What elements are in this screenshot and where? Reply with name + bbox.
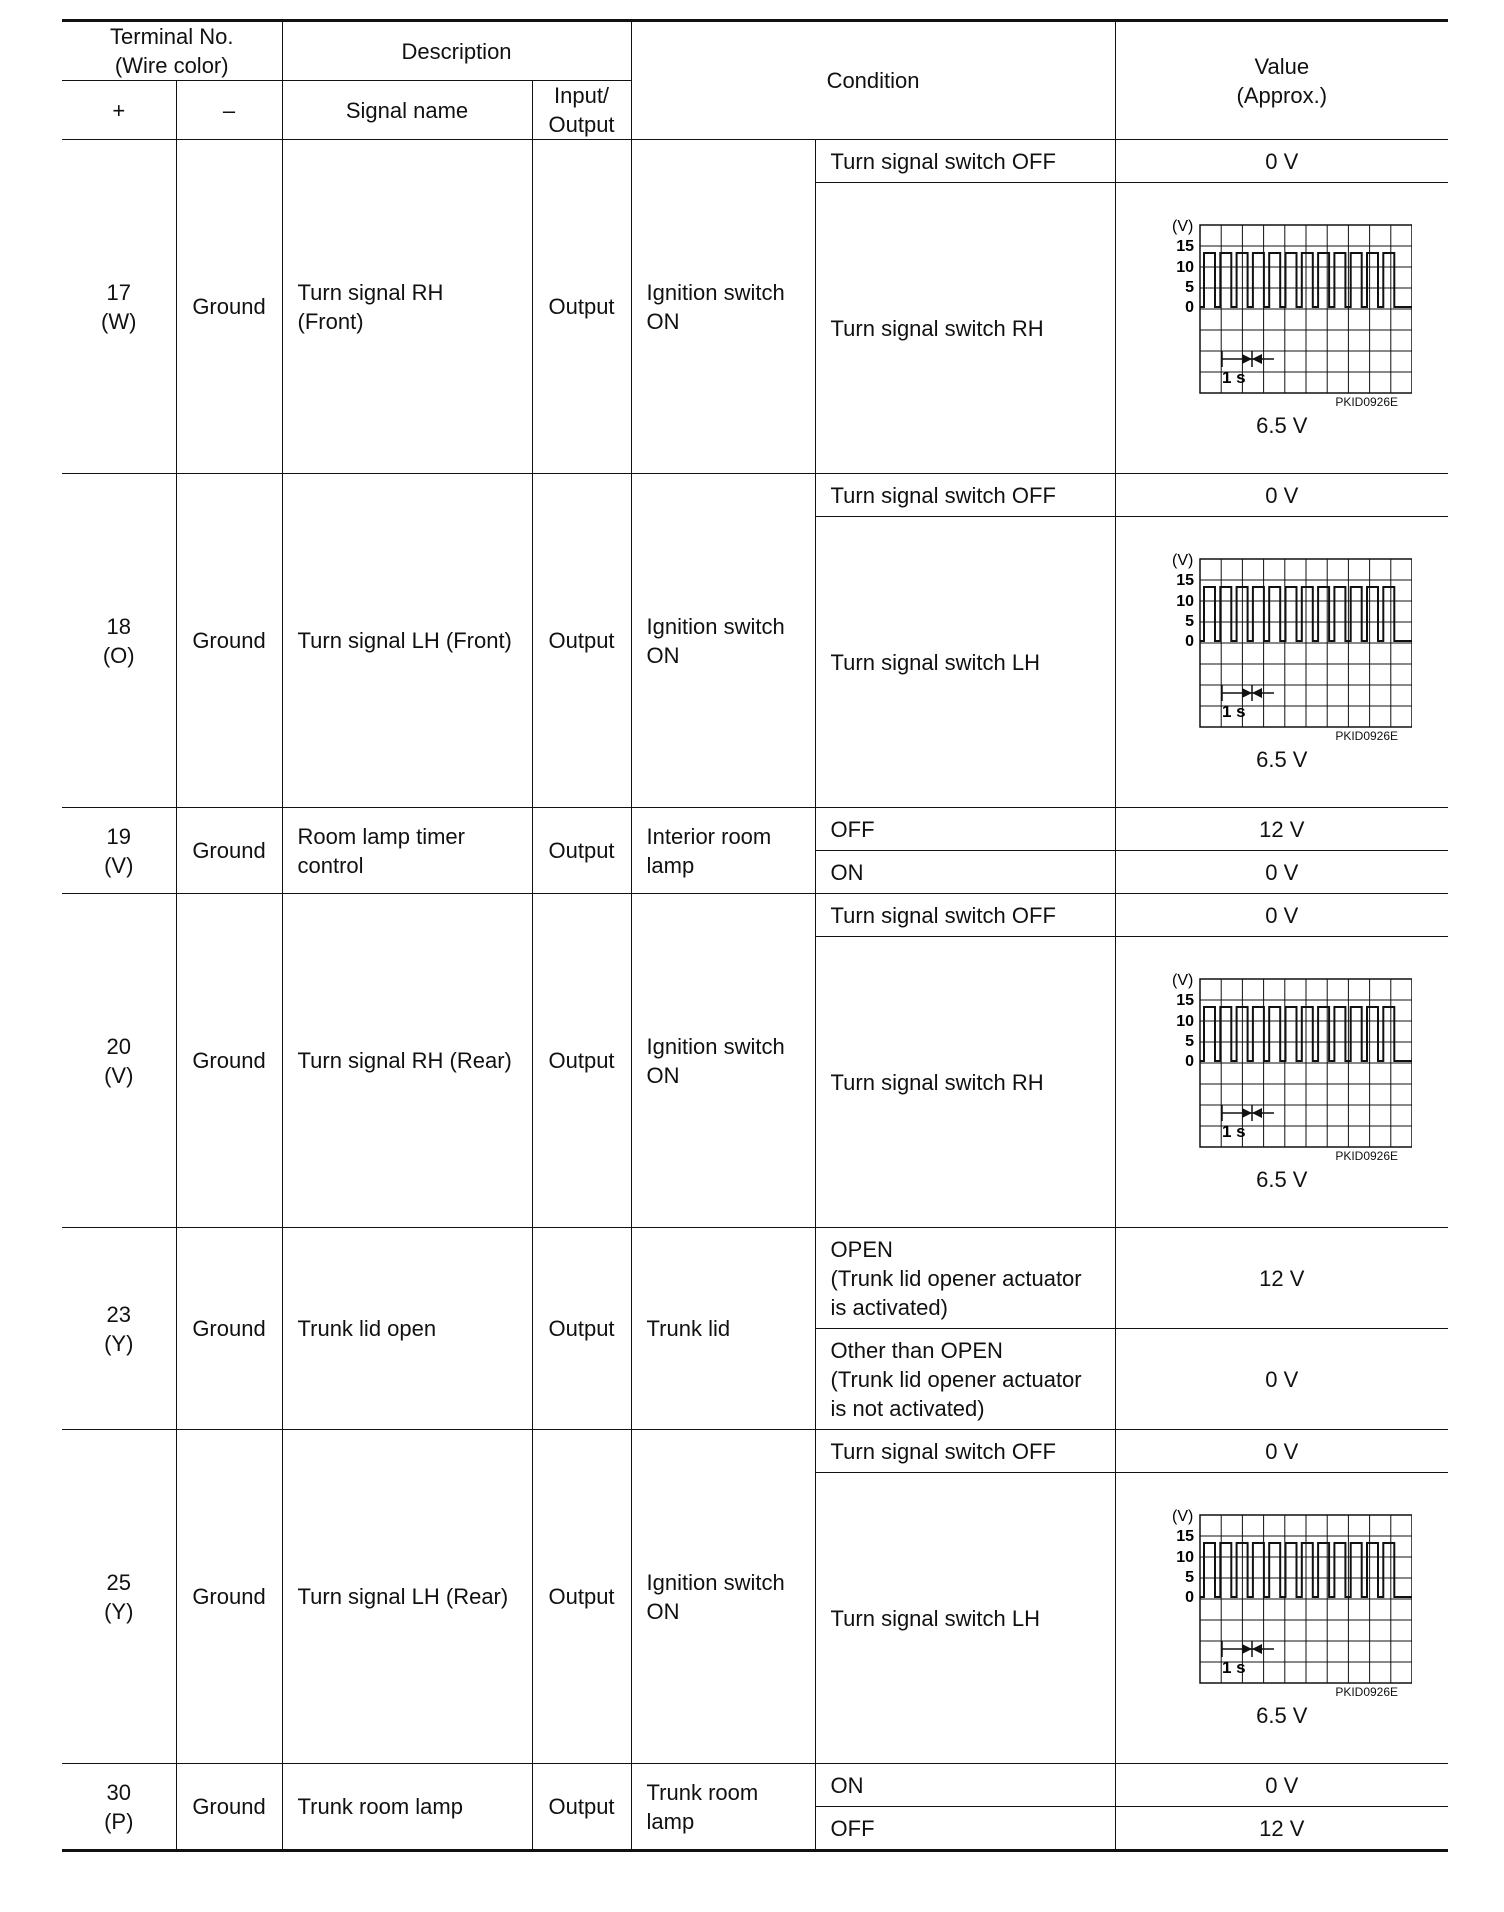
header-terminal: Terminal No. (Wire color) [62, 21, 282, 81]
value-text: 6.5 V [1256, 1702, 1308, 1728]
terminal-ground: Ground [176, 1430, 282, 1764]
signal-name: Trunk lid open [282, 1228, 532, 1430]
terminal-ground: Ground [176, 474, 282, 808]
waveform-tick-10: 10 [1176, 258, 1194, 276]
value-waveform-cell [1115, 937, 1448, 1228]
terminal-value-table [62, 19, 1448, 1852]
waveform-time-label: 1 s [1221, 1657, 1246, 1677]
terminal-number: 18 (O) [62, 474, 176, 808]
value-cell: 0 V [1115, 894, 1448, 937]
condition-state: Turn signal switch OFF [815, 894, 1115, 937]
value-text: 6.5 V [1256, 746, 1308, 772]
signal-name: Turn signal LH (Rear) [282, 1430, 532, 1764]
condition-state: Turn signal switch OFF [815, 140, 1115, 183]
condition-state: ON [815, 1764, 1115, 1807]
condition-state: Turn signal switch RH [815, 937, 1115, 1228]
waveform-tick-0: 0 [1184, 632, 1194, 650]
condition-main: Ignition switch ON [631, 140, 815, 474]
waveform-figure-id: PKID0926E [1335, 728, 1399, 743]
header-condition: Condition [631, 21, 1115, 140]
waveform-time-marker [1222, 685, 1274, 701]
value-cell: 0 V [1115, 140, 1448, 183]
waveform-diagram [1152, 217, 1412, 395]
terminal-ground: Ground [176, 1764, 282, 1851]
signal-io: Output [532, 1228, 631, 1430]
terminal-number: 23 (Y) [62, 1228, 176, 1430]
header-value: Value (Approx.) [1115, 21, 1448, 140]
waveform-figure-id: PKID0926E [1335, 394, 1399, 409]
header-signal-name: Signal name [282, 81, 532, 140]
condition-main: Ignition switch ON [631, 1430, 815, 1764]
signal-io: Output [532, 894, 631, 1228]
waveform-tick-15: 15 [1176, 237, 1194, 255]
waveform-tick-0: 0 [1184, 1052, 1194, 1070]
signal-io: Output [532, 474, 631, 808]
terminal-number: 19 (V) [62, 808, 176, 894]
header-io: Input/ Output [532, 81, 631, 140]
condition-state: ON [815, 851, 1115, 894]
value-cell: 0 V [1115, 851, 1448, 894]
waveform-tick-10: 10 [1176, 592, 1194, 610]
waveform-figure-id: PKID0926E [1335, 1148, 1399, 1163]
condition-state: OFF [815, 1807, 1115, 1851]
value-cell: 0 V [1115, 1430, 1448, 1473]
value-cell: 12 V [1115, 1807, 1448, 1851]
table-header [62, 21, 1448, 140]
header-description: Description [282, 21, 631, 81]
waveform-unit-label: (V) [1171, 971, 1194, 989]
condition-state: Turn signal switch LH [815, 517, 1115, 808]
signal-name: Turn signal LH (Front) [282, 474, 532, 808]
table-row [62, 894, 1448, 937]
header-plus: + [62, 81, 176, 140]
waveform-diagram [1152, 971, 1412, 1149]
value-cell: 0 V [1115, 474, 1448, 517]
signal-io: Output [532, 1764, 631, 1851]
condition-state: Other than OPEN (Trunk lid opener actuator is not activated) [815, 1329, 1115, 1430]
waveform-unit-label: (V) [1171, 217, 1194, 235]
condition-state: Turn signal switch OFF [815, 474, 1115, 517]
condition-main: Trunk lid [631, 1228, 815, 1430]
table-row [62, 474, 1448, 517]
waveform-figure-id: PKID0926E [1335, 1684, 1399, 1699]
condition-state: OPEN (Trunk lid opener actuator is activated) [815, 1228, 1115, 1329]
value-waveform-cell [1115, 517, 1448, 808]
condition-main: Ignition switch ON [631, 474, 815, 808]
value-text: 6.5 V [1256, 1166, 1308, 1192]
signal-name: Turn signal RH (Front) [282, 140, 532, 474]
waveform-unit-label: (V) [1171, 1507, 1194, 1525]
signal-io: Output [532, 808, 631, 894]
signal-io: Output [532, 1430, 631, 1764]
waveform-tick-15: 15 [1176, 571, 1194, 589]
value-waveform-cell [1115, 183, 1448, 474]
waveform-unit-label: (V) [1171, 551, 1194, 569]
header-minus: – [176, 81, 282, 140]
table-body [62, 140, 1448, 1851]
value-cell: 12 V [1115, 1228, 1448, 1329]
table-row [62, 808, 1448, 851]
signal-name: Turn signal RH (Rear) [282, 894, 532, 1228]
terminal-ground: Ground [176, 808, 282, 894]
terminal-ground: Ground [176, 1228, 282, 1430]
terminal-number: 30 (P) [62, 1764, 176, 1851]
value-cell: 0 V [1115, 1329, 1448, 1430]
condition-state: Turn signal switch OFF [815, 1430, 1115, 1473]
waveform-tick-5: 5 [1184, 1032, 1194, 1050]
waveform-time-marker [1222, 1641, 1274, 1657]
terminal-ground: Ground [176, 894, 282, 1228]
value-waveform-cell [1115, 1473, 1448, 1764]
signal-name: Trunk room lamp [282, 1764, 532, 1851]
waveform-tick-0: 0 [1184, 1588, 1194, 1606]
waveform-time-marker [1222, 351, 1274, 367]
table-row [62, 140, 1448, 183]
signal-io: Output [532, 140, 631, 474]
terminal-number: 17 (W) [62, 140, 176, 474]
condition-state: Turn signal switch LH [815, 1473, 1115, 1764]
waveform-time-marker [1222, 1105, 1274, 1121]
terminal-number: 20 (V) [62, 894, 176, 1228]
value-text: 6.5 V [1256, 412, 1308, 438]
waveform-tick-15: 15 [1176, 1527, 1194, 1545]
terminal-ground: Ground [176, 140, 282, 474]
waveform-tick-0: 0 [1184, 298, 1194, 316]
waveform-diagram [1152, 551, 1412, 729]
condition-main: Trunk room lamp [631, 1764, 815, 1851]
waveform-tick-5: 5 [1184, 1568, 1194, 1586]
waveform-tick-10: 10 [1176, 1548, 1194, 1566]
table-row [62, 1228, 1448, 1329]
waveform-time-label: 1 s [1221, 1121, 1246, 1141]
waveform-time-label: 1 s [1221, 367, 1246, 387]
value-cell: 12 V [1115, 808, 1448, 851]
condition-state: OFF [815, 808, 1115, 851]
waveform-tick-15: 15 [1176, 991, 1194, 1009]
table-row [62, 1764, 1448, 1807]
condition-state: Turn signal switch RH [815, 183, 1115, 474]
waveform-diagram [1152, 1507, 1412, 1685]
waveform-tick-5: 5 [1184, 612, 1194, 630]
waveform-tick-5: 5 [1184, 278, 1194, 296]
table-row [62, 1430, 1448, 1473]
signal-name: Room lamp timer control [282, 808, 532, 894]
waveform-tick-10: 10 [1176, 1012, 1194, 1030]
value-cell: 0 V [1115, 1764, 1448, 1807]
condition-main: Interior room lamp [631, 808, 815, 894]
terminal-table-container [62, 19, 1448, 1852]
terminal-number: 25 (Y) [62, 1430, 176, 1764]
waveform-time-label: 1 s [1221, 701, 1246, 721]
condition-main: Ignition switch ON [631, 894, 815, 1228]
